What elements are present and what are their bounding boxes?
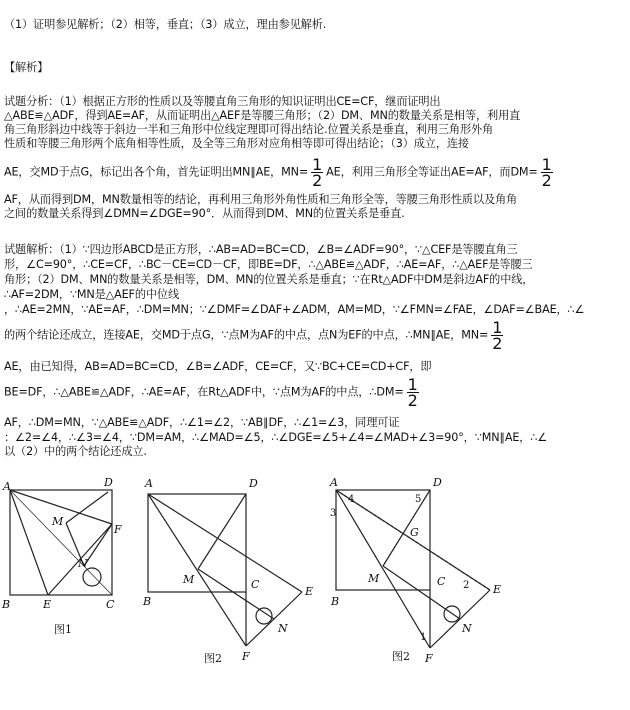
fig3-label-N: N	[462, 622, 472, 635]
figure-3	[329, 476, 501, 665]
solution-line-8	[4, 377, 422, 408]
fig3-label-M: M	[368, 572, 380, 585]
solution-line-11: 以（2）中的两个结论还成立.	[4, 445, 147, 458]
fig2-label-B: B	[143, 595, 152, 608]
geometry-figures	[0, 470, 630, 710]
fig2-label-M: M	[183, 573, 195, 586]
fig1-caption: 图1	[54, 623, 72, 636]
fig1-label-N: N	[78, 557, 88, 570]
analysis-line-3: 角三角形斜边中线等于斜边一半和三角形中位线定理即可得出结论.位置关系是垂直，利用三角形外角	[4, 123, 494, 136]
fig1-label-B: B	[2, 598, 11, 611]
solution-text-6a: 的两个结论还成立，连接AE，交MD于点G，∵点M为AF的中点，点N为EF的中点，∴MN∥AE，MN=	[4, 328, 489, 342]
fig3-label-D: D	[433, 476, 442, 489]
fig1-label-E: E	[43, 598, 52, 611]
solution-line-4: ∴AF=2DM，∵MN是△AEF的中位线	[4, 288, 179, 301]
solution-line-6	[4, 320, 506, 351]
figure-1	[1, 476, 122, 636]
fraction-half: $\frac{1}{2}$	[492, 318, 503, 353]
fig3-label-B: B	[331, 595, 340, 608]
solution-line-1: 试题解析：（1）∵四边形ABCD是正方形，∴AB=AD=BC=CD，∠B=∠ADF=90°，∵△CEF是等腰直角三	[4, 243, 518, 256]
fig3-label-G: G	[410, 526, 419, 539]
analysis-line-5	[4, 157, 556, 188]
fig2-label-D: D	[249, 477, 258, 490]
answer-line: （1）证明参见解析；（2）相等，垂直；（3）成立，理由参见解析.	[4, 18, 327, 31]
solution-line-3: 角形；（2）DM、MN的数量关系是相等，DM、MN的位置关系是垂直；∵在Rt△ADF中DM是斜边AF的中线，	[4, 273, 534, 286]
solution-line-10: ：∠2=∠4，∴∠3=∠4，∵DM=AM，∴∠MAD=∠5，∴∠DGE=∠5+∠4=∠MAD+∠3=90°，∵MN∥AE，∴∠	[4, 431, 548, 444]
fig1-label-A: A	[3, 480, 11, 493]
fig3-label-F: F	[425, 652, 433, 665]
analysis-line-6: AF，从而得到DM，MN数量相等的结论，再利用三角形外角性质和三角形全等，等腰三角形性质以及角角	[4, 193, 518, 206]
fraction-half: $\frac{1}{2}$	[312, 155, 323, 190]
fig3-angle-3: 3	[330, 508, 337, 519]
fig2-label-N: N	[278, 622, 288, 635]
fig2-label-A: A	[145, 477, 153, 490]
fig2-label-E: E	[305, 585, 314, 598]
solution-line-7: AE，由已知得，AB=AD=BC=CD，∠B=∠ADF，CE=CF，又∵BC+CE=CD+CF，即	[4, 360, 432, 373]
solution-text-8a: BE=DF，∴△ABE≌△ADF，∴AE=AF，在Rt△ADF中，∵点M为AF的中点，∴DM=	[4, 385, 404, 399]
fig2-caption: 图2	[204, 652, 222, 665]
analysis-text-5b: AE，利用三角形全等证出AE=AF，而DM=	[326, 165, 538, 179]
analysis-line-7: 之间的数量关系得到∠DMN=∠DGE=90°．从而得到DM、MN的位置关系是垂直.	[4, 207, 405, 220]
analysis-line-4: 性质和等腰三角形两个底角相等性质，及全等三角形对应角相等即可得出结论；（3）成立，连接	[4, 137, 469, 150]
fig1-label-M: M	[52, 515, 64, 528]
solution-line-5: ，∴AE=2MN，∵AE=AF，∴DM=MN；∵∠DMF=∠DAF+∠ADM，AM=MD，∵∠FMN=∠FAE，∠DAF=∠BAE，∴∠	[4, 303, 585, 316]
fig3-label-C: C	[437, 575, 446, 588]
fig3-caption: 图2	[392, 650, 410, 663]
fig1-label-F: F	[114, 523, 122, 536]
fig1-label-C: C	[106, 598, 115, 611]
fraction-half: $\frac{1}{2}$	[541, 155, 552, 190]
fig3-angle-1: 1	[420, 632, 427, 643]
fig3-label-A: A	[330, 476, 338, 489]
fig2-label-C: C	[251, 578, 260, 591]
solution-line-9: AF，∴DM=MN，∵△ABE≌△ADF，∴∠1=∠2，∵AB∥DF，∴∠1=∠3，同理可证	[4, 416, 400, 429]
analysis-line-1: 试题分析：（1）根据正方形的性质以及等腰直角三角形的知识证明出CE=CF，继而证明出	[4, 95, 441, 108]
section-heading: 【解析】	[4, 61, 49, 74]
fraction-half: $\frac{1}{2}$	[407, 375, 418, 410]
analysis-line-2: △ABE≌△ADF，得到AE=AF，从而证明出△AEF是等腰三角形；（2）DM、MN的数量关系是相等，利用直	[4, 109, 521, 122]
fig1-label-D: D	[104, 476, 113, 489]
solution-line-2: 形，∠C=90°，∴CE=CF，∴BC－CE=CD－CF，即BE=DF，∴△ABE≌△ADF，∴AE=AF，∴△AEF是等腰三	[4, 258, 533, 271]
figure-2	[142, 477, 313, 665]
fig2-label-F: F	[242, 650, 250, 663]
fig3-angle-5: 5	[415, 494, 422, 505]
analysis-text-5a: AE，交MD于点G，标记出各个角，首先证明出MN∥AE，MN=	[4, 165, 309, 179]
fig3-angle-4: 4	[348, 494, 355, 505]
fig3-angle-2: 2	[463, 580, 470, 591]
fig3-label-E: E	[493, 583, 502, 596]
